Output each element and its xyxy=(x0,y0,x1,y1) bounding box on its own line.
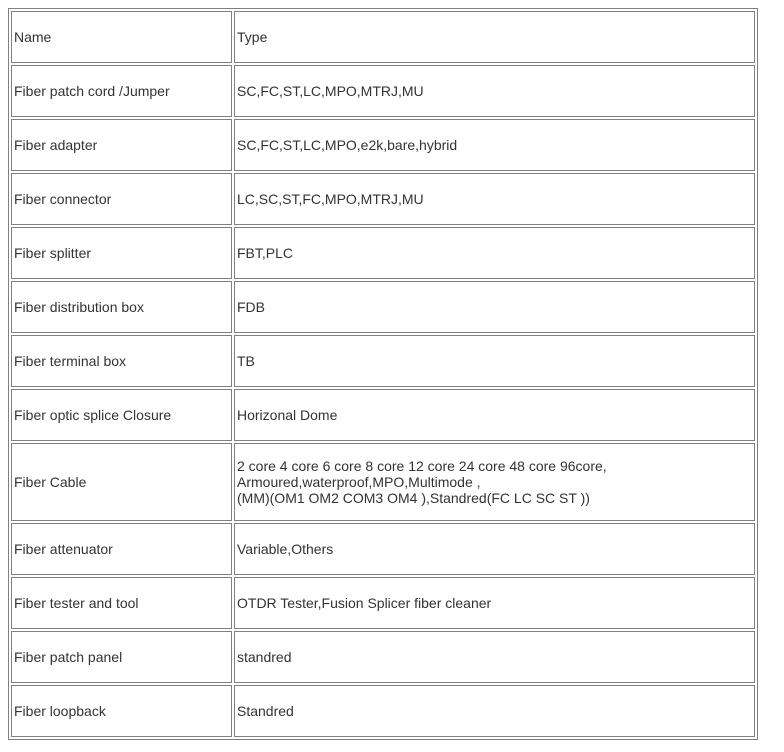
type-line: TB xyxy=(237,353,255,369)
name-cell: Fiber patch panel xyxy=(11,631,232,683)
name-cell: Fiber connector xyxy=(11,173,232,225)
table-row xyxy=(11,227,755,279)
table-row xyxy=(11,443,755,521)
product-type-table xyxy=(8,8,758,740)
type-line: Variable,Others xyxy=(237,541,334,557)
name-cell: Fiber distribution box xyxy=(11,281,232,333)
type-line: standred xyxy=(237,649,292,665)
table-row xyxy=(11,335,755,387)
table-row xyxy=(11,577,755,629)
name-cell: Fiber splitter xyxy=(11,227,232,279)
type-cell xyxy=(234,685,755,737)
type-cell xyxy=(234,631,755,683)
table-row xyxy=(11,65,755,117)
name-cell: Fiber adapter xyxy=(11,119,232,171)
type-line: Horizonal Dome xyxy=(237,407,338,423)
type-line: SC,FC,ST,LC,MPO,MTRJ,MU xyxy=(237,83,424,99)
table-row xyxy=(11,281,755,333)
type-line: FDB xyxy=(237,299,265,315)
type-cell xyxy=(234,335,755,387)
type-line: Armoured,waterproof,MPO,Multimode , xyxy=(237,474,481,490)
type-line: Standred xyxy=(237,703,294,719)
table-row xyxy=(11,389,755,441)
table-row xyxy=(11,119,755,171)
header-type-cell: Type xyxy=(234,11,755,63)
name-cell: Fiber optic splice Closure xyxy=(11,389,232,441)
name-cell: Fiber terminal box xyxy=(11,335,232,387)
name-cell: Fiber attenuator xyxy=(11,523,232,575)
type-cell xyxy=(234,577,755,629)
name-cell: Fiber patch cord /Jumper xyxy=(11,65,232,117)
type-cell xyxy=(234,173,755,225)
type-line: OTDR Tester,Fusion Splicer fiber cleaner xyxy=(237,595,492,611)
name-cell: Fiber loopback xyxy=(11,685,232,737)
type-cell xyxy=(234,523,755,575)
type-cell xyxy=(234,119,755,171)
type-line: LC,SC,ST,FC,MPO,MTRJ,MU xyxy=(237,191,424,207)
header-name-cell: Name xyxy=(11,11,232,63)
table-row xyxy=(11,173,755,225)
table-row xyxy=(11,523,755,575)
type-cell xyxy=(234,227,755,279)
table-row xyxy=(11,631,755,683)
table-header-row xyxy=(11,11,755,63)
type-line: (MM)(OM1 OM2 COM3 OM4 ),Standred(FC LC SC ST )) xyxy=(237,490,590,506)
type-cell xyxy=(234,443,755,521)
table-row xyxy=(11,685,755,737)
name-cell: Fiber tester and tool xyxy=(11,577,232,629)
type-cell xyxy=(234,65,755,117)
type-cell xyxy=(234,281,755,333)
table-body xyxy=(11,11,755,737)
type-line: 2 core 4 core 6 core 8 core 12 core 24 core 48 core 96core, xyxy=(237,458,607,474)
name-cell: Fiber Cable xyxy=(11,443,232,521)
type-line: SC,FC,ST,LC,MPO,e2k,bare,hybrid xyxy=(237,137,458,153)
type-line: FBT,PLC xyxy=(237,245,294,261)
type-cell xyxy=(234,389,755,441)
